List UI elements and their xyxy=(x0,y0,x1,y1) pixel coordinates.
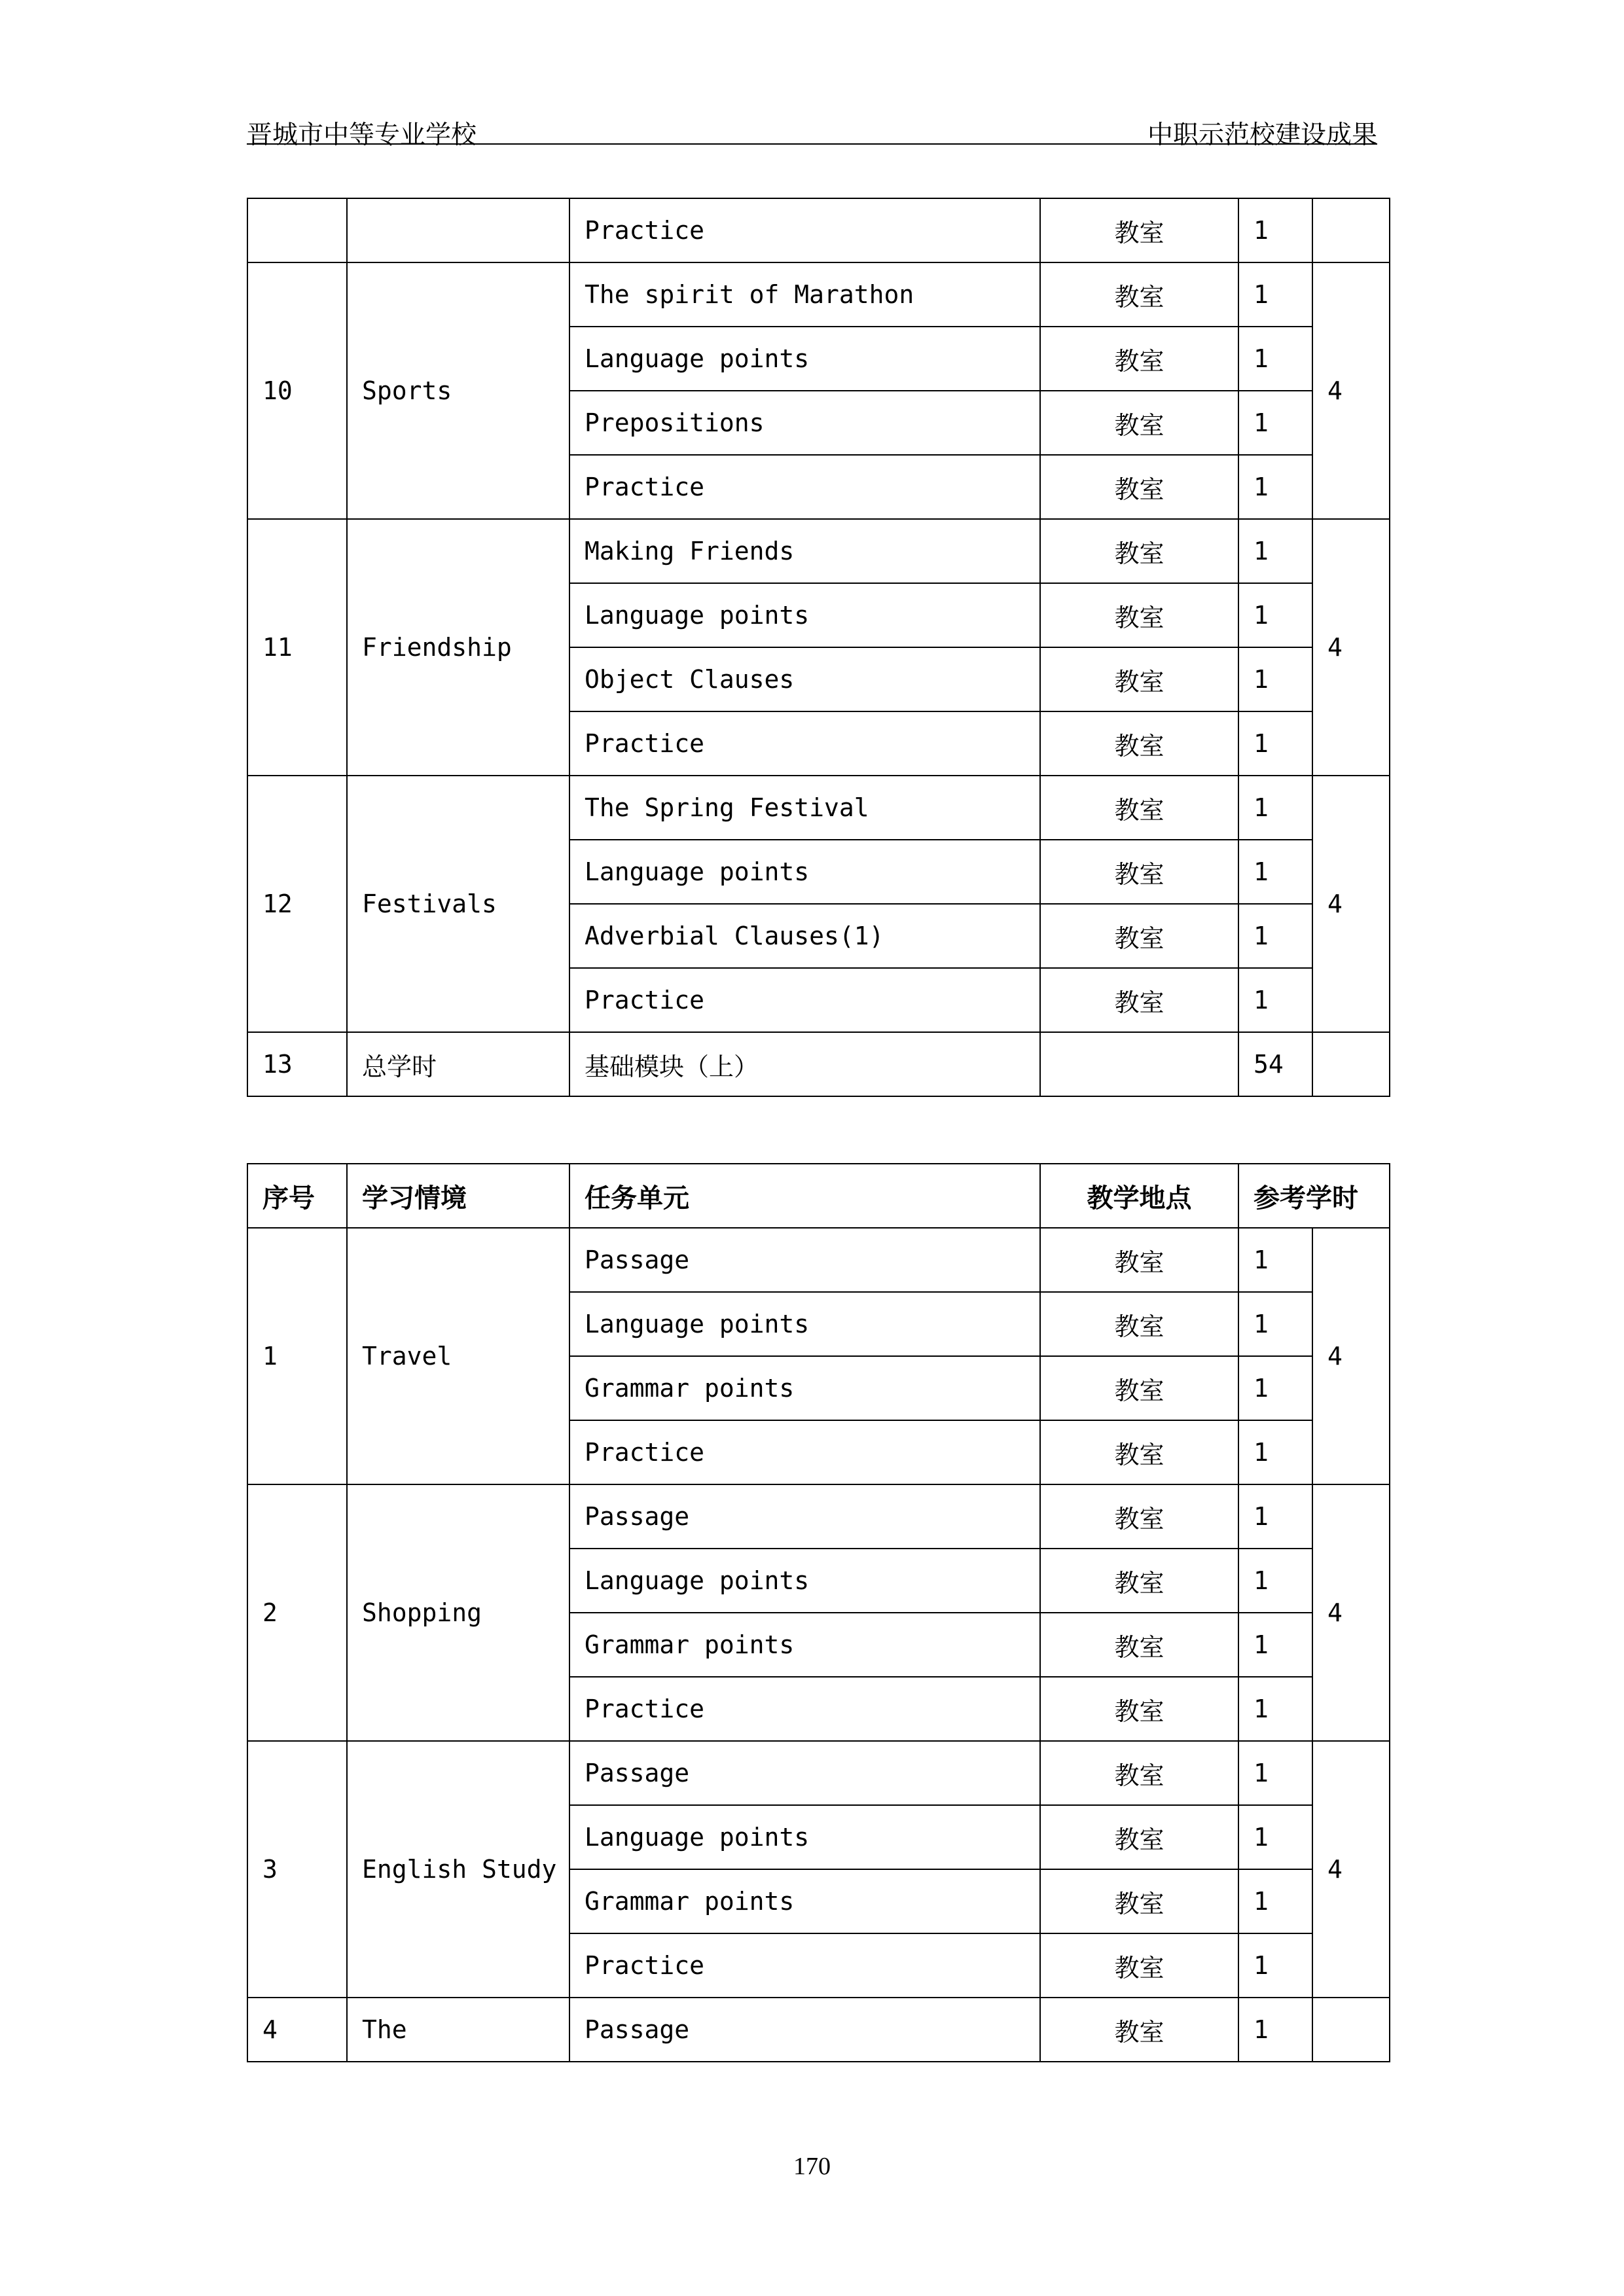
context-cell: Friendship xyxy=(347,519,569,776)
table-row xyxy=(247,1998,1390,2062)
total-hours-cell xyxy=(1312,198,1390,262)
location-cell: 教室 xyxy=(1040,1805,1238,1869)
task-cell: Practice xyxy=(569,455,1040,519)
task-cell: Practice xyxy=(569,711,1040,776)
table-row xyxy=(247,519,1390,583)
total-hours-cell: 4 xyxy=(1312,519,1390,776)
context-cell: Shopping xyxy=(347,1484,569,1741)
task-cell: Practice xyxy=(569,1933,1040,1998)
hours-cell: 1 xyxy=(1238,1228,1312,1292)
location-cell: 教室 xyxy=(1040,327,1238,391)
hours-cell: 1 xyxy=(1238,840,1312,904)
table-row xyxy=(247,198,1390,262)
total-hours-label: 总学时 xyxy=(347,1032,569,1096)
location-cell: 教室 xyxy=(1040,647,1238,711)
context-cell: English Study xyxy=(347,1741,569,1998)
location-cell: 教室 xyxy=(1040,1869,1238,1933)
hours-cell: 1 xyxy=(1238,1933,1312,1998)
location-cell: 教室 xyxy=(1040,1484,1238,1549)
task-cell: Language points xyxy=(569,1549,1040,1613)
seq-cell: 4 xyxy=(247,1998,347,2062)
hours-cell: 1 xyxy=(1238,391,1312,455)
location-cell: 教室 xyxy=(1040,840,1238,904)
location-cell: 教室 xyxy=(1040,455,1238,519)
header-task: 任务单元 xyxy=(569,1164,1040,1228)
task-cell: Passage xyxy=(569,1228,1040,1292)
summary-row xyxy=(247,1032,1390,1096)
hours-cell: 1 xyxy=(1238,519,1312,583)
hours-cell: 1 xyxy=(1238,1677,1312,1741)
location-cell: 教室 xyxy=(1040,1549,1238,1613)
task-cell: Practice xyxy=(569,198,1040,262)
hours-cell: 1 xyxy=(1238,1356,1312,1420)
hours-cell: 1 xyxy=(1238,262,1312,327)
task-cell: The Spring Festival xyxy=(569,776,1040,840)
context-cell xyxy=(347,198,569,262)
seq-cell: 3 xyxy=(247,1741,347,1998)
total-hours-cell: 4 xyxy=(1312,1228,1390,1484)
task-cell: Language points xyxy=(569,327,1040,391)
hours-cell: 1 xyxy=(1238,1292,1312,1356)
location-cell: 教室 xyxy=(1040,904,1238,968)
task-cell: Grammar points xyxy=(569,1869,1040,1933)
hours-cell: 1 xyxy=(1238,1869,1312,1933)
header-context: 学习情境 xyxy=(347,1164,569,1228)
table-row xyxy=(247,776,1390,840)
location-cell: 教室 xyxy=(1040,391,1238,455)
hours-cell: 1 xyxy=(1238,647,1312,711)
seq-cell xyxy=(247,198,347,262)
hours-cell: 1 xyxy=(1238,327,1312,391)
table-row xyxy=(247,1741,1390,1805)
location-cell xyxy=(1040,1032,1238,1096)
total-hours-cell: 4 xyxy=(1312,776,1390,1032)
table-row xyxy=(247,1228,1390,1292)
task-cell: Language points xyxy=(569,1805,1040,1869)
location-cell: 教室 xyxy=(1040,1292,1238,1356)
hours-cell: 1 xyxy=(1238,711,1312,776)
hours-cell: 1 xyxy=(1238,1741,1312,1805)
location-cell: 教室 xyxy=(1040,1677,1238,1741)
header-document-title: 中职示范校建设成果 xyxy=(1147,120,1377,150)
header-hours: 参考学时 xyxy=(1238,1164,1390,1228)
task-cell: Grammar points xyxy=(569,1356,1040,1420)
hours-cell: 1 xyxy=(1238,198,1312,262)
seq-cell: 11 xyxy=(247,519,347,776)
total-hours-cell: 4 xyxy=(1312,1484,1390,1741)
hours-cell: 1 xyxy=(1238,1549,1312,1613)
task-cell: Prepositions xyxy=(569,391,1040,455)
hours-cell: 1 xyxy=(1238,904,1312,968)
seq-cell: 13 xyxy=(247,1032,347,1096)
task-cell: Language points xyxy=(569,583,1040,647)
curriculum-table-continued xyxy=(247,198,1390,1097)
task-cell: Language points xyxy=(569,1292,1040,1356)
seq-cell: 12 xyxy=(247,776,347,1032)
location-cell: 教室 xyxy=(1040,519,1238,583)
module-name-cell: 基础模块（上） xyxy=(569,1032,1040,1096)
task-cell: Practice xyxy=(569,968,1040,1032)
total-hours-cell: 4 xyxy=(1312,1741,1390,1998)
task-cell: Passage xyxy=(569,1741,1040,1805)
task-cell: Practice xyxy=(569,1420,1040,1484)
hours-cell: 1 xyxy=(1238,455,1312,519)
seq-cell: 10 xyxy=(247,262,347,519)
total-hours-value: 54 xyxy=(1238,1032,1312,1096)
total-hours-cell xyxy=(1312,1998,1390,2062)
location-cell: 教室 xyxy=(1040,262,1238,327)
page-number: 170 xyxy=(793,2153,831,2180)
location-cell: 教室 xyxy=(1040,1998,1238,2062)
location-cell: 教室 xyxy=(1040,583,1238,647)
task-cell: Passage xyxy=(569,1484,1040,1549)
hours-cell: 1 xyxy=(1238,776,1312,840)
location-cell: 教室 xyxy=(1040,1228,1238,1292)
curriculum-table xyxy=(247,1163,1390,2062)
table-row xyxy=(247,262,1390,327)
location-cell: 教室 xyxy=(1040,198,1238,262)
task-cell: Grammar points xyxy=(569,1613,1040,1677)
hours-cell: 1 xyxy=(1238,1484,1312,1549)
hours-cell: 1 xyxy=(1238,583,1312,647)
seq-cell: 1 xyxy=(247,1228,347,1484)
task-cell: Language points xyxy=(569,840,1040,904)
location-cell: 教室 xyxy=(1040,1741,1238,1805)
location-cell: 教室 xyxy=(1040,1356,1238,1420)
context-cell: The xyxy=(347,1998,569,2062)
hours-cell: 1 xyxy=(1238,1420,1312,1484)
task-cell: Practice xyxy=(569,1677,1040,1741)
location-cell: 教室 xyxy=(1040,1613,1238,1677)
location-cell: 教室 xyxy=(1040,776,1238,840)
hours-cell: 1 xyxy=(1238,968,1312,1032)
task-cell: Adverbial Clauses(1) xyxy=(569,904,1040,968)
header-location: 教学地点 xyxy=(1040,1164,1238,1228)
location-cell: 教室 xyxy=(1040,1420,1238,1484)
seq-cell: 2 xyxy=(247,1484,347,1741)
hours-cell: 1 xyxy=(1238,1998,1312,2062)
table-header-row xyxy=(247,1164,1390,1228)
task-cell: Object Clauses xyxy=(569,647,1040,711)
task-cell: Making Friends xyxy=(569,519,1040,583)
context-cell: Sports xyxy=(347,262,569,519)
hours-cell: 1 xyxy=(1238,1805,1312,1869)
task-cell: Passage xyxy=(569,1998,1040,2062)
location-cell: 教室 xyxy=(1040,968,1238,1032)
location-cell: 教室 xyxy=(1040,1933,1238,1998)
total-hours-cell xyxy=(1312,1032,1390,1096)
hours-cell: 1 xyxy=(1238,1613,1312,1677)
location-cell: 教室 xyxy=(1040,711,1238,776)
context-cell: Travel xyxy=(347,1228,569,1484)
task-cell: The spirit of Marathon xyxy=(569,262,1040,327)
header-school-name: 晋城市中等专业学校 xyxy=(247,120,477,150)
header-rule xyxy=(247,143,1377,145)
total-hours-cell: 4 xyxy=(1312,262,1390,519)
table-row xyxy=(247,1484,1390,1549)
header-seq: 序号 xyxy=(247,1164,347,1228)
context-cell: Festivals xyxy=(347,776,569,1032)
